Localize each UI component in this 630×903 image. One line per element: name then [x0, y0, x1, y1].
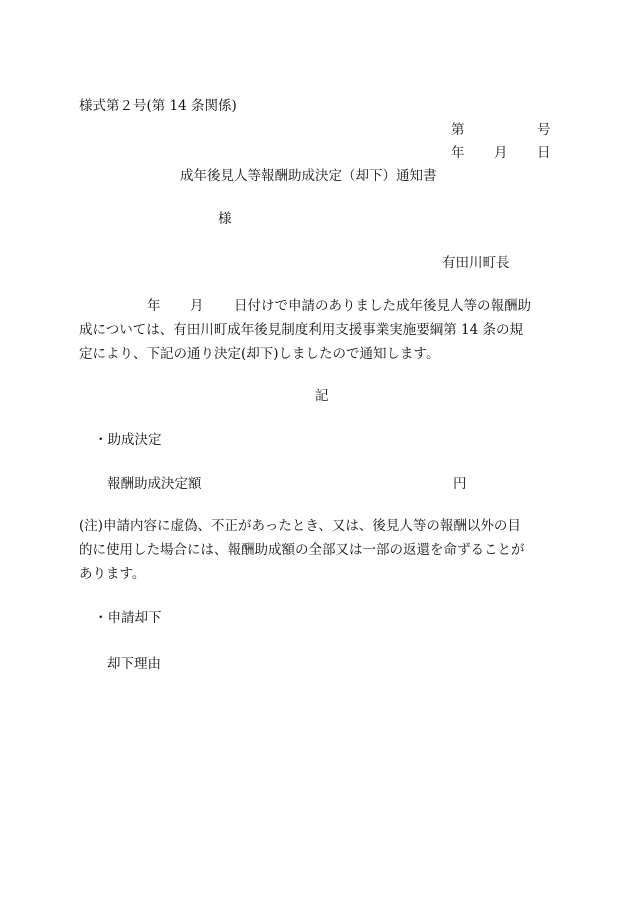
- body-line1-text: 日付けで申請のありました成年後見人等の報酬助: [234, 298, 531, 314]
- body-line3: 定により、下記の通り決定(却下)しましたので通知します。: [79, 346, 440, 362]
- addressee-suffix: 様: [218, 211, 232, 227]
- note-paragraph: [79, 514, 525, 586]
- note-line: あります。: [79, 566, 146, 582]
- issuer-name: 有田川町長: [442, 255, 510, 271]
- ref-dai: 第: [451, 122, 465, 138]
- approve-heading: ・助成決定: [94, 432, 162, 448]
- amount-label: 報酬助成決定額: [107, 476, 202, 492]
- date-day: 日: [537, 145, 551, 161]
- form-label: 様式第２号(第 14 条関係): [79, 98, 237, 114]
- note-line: 的に使用した場合には、報酬助成額の全部又は一部の返還を命ずることが: [79, 542, 525, 558]
- ki-label: 記: [315, 388, 329, 404]
- body-month: 月: [190, 298, 204, 314]
- ref-go: 号: [537, 122, 551, 138]
- amount-unit: 円: [453, 476, 467, 492]
- note-line: (注)申請内容に虚偽、不正があったとき、又は、後見人等の報酬以外の目: [79, 518, 521, 534]
- date-year: 年: [451, 145, 465, 161]
- reject-heading: ・申請却下: [94, 610, 162, 626]
- body-year: 年: [147, 298, 161, 314]
- date-month: 月: [494, 145, 508, 161]
- reject-reason-label: 却下理由: [107, 656, 161, 672]
- body-line2: 成については、有田川町成年後見制度利用支援事業実施要綱第 14 条の規: [79, 322, 523, 338]
- document-title: 成年後見人等報酬助成決定（却下）通知書: [180, 168, 437, 184]
